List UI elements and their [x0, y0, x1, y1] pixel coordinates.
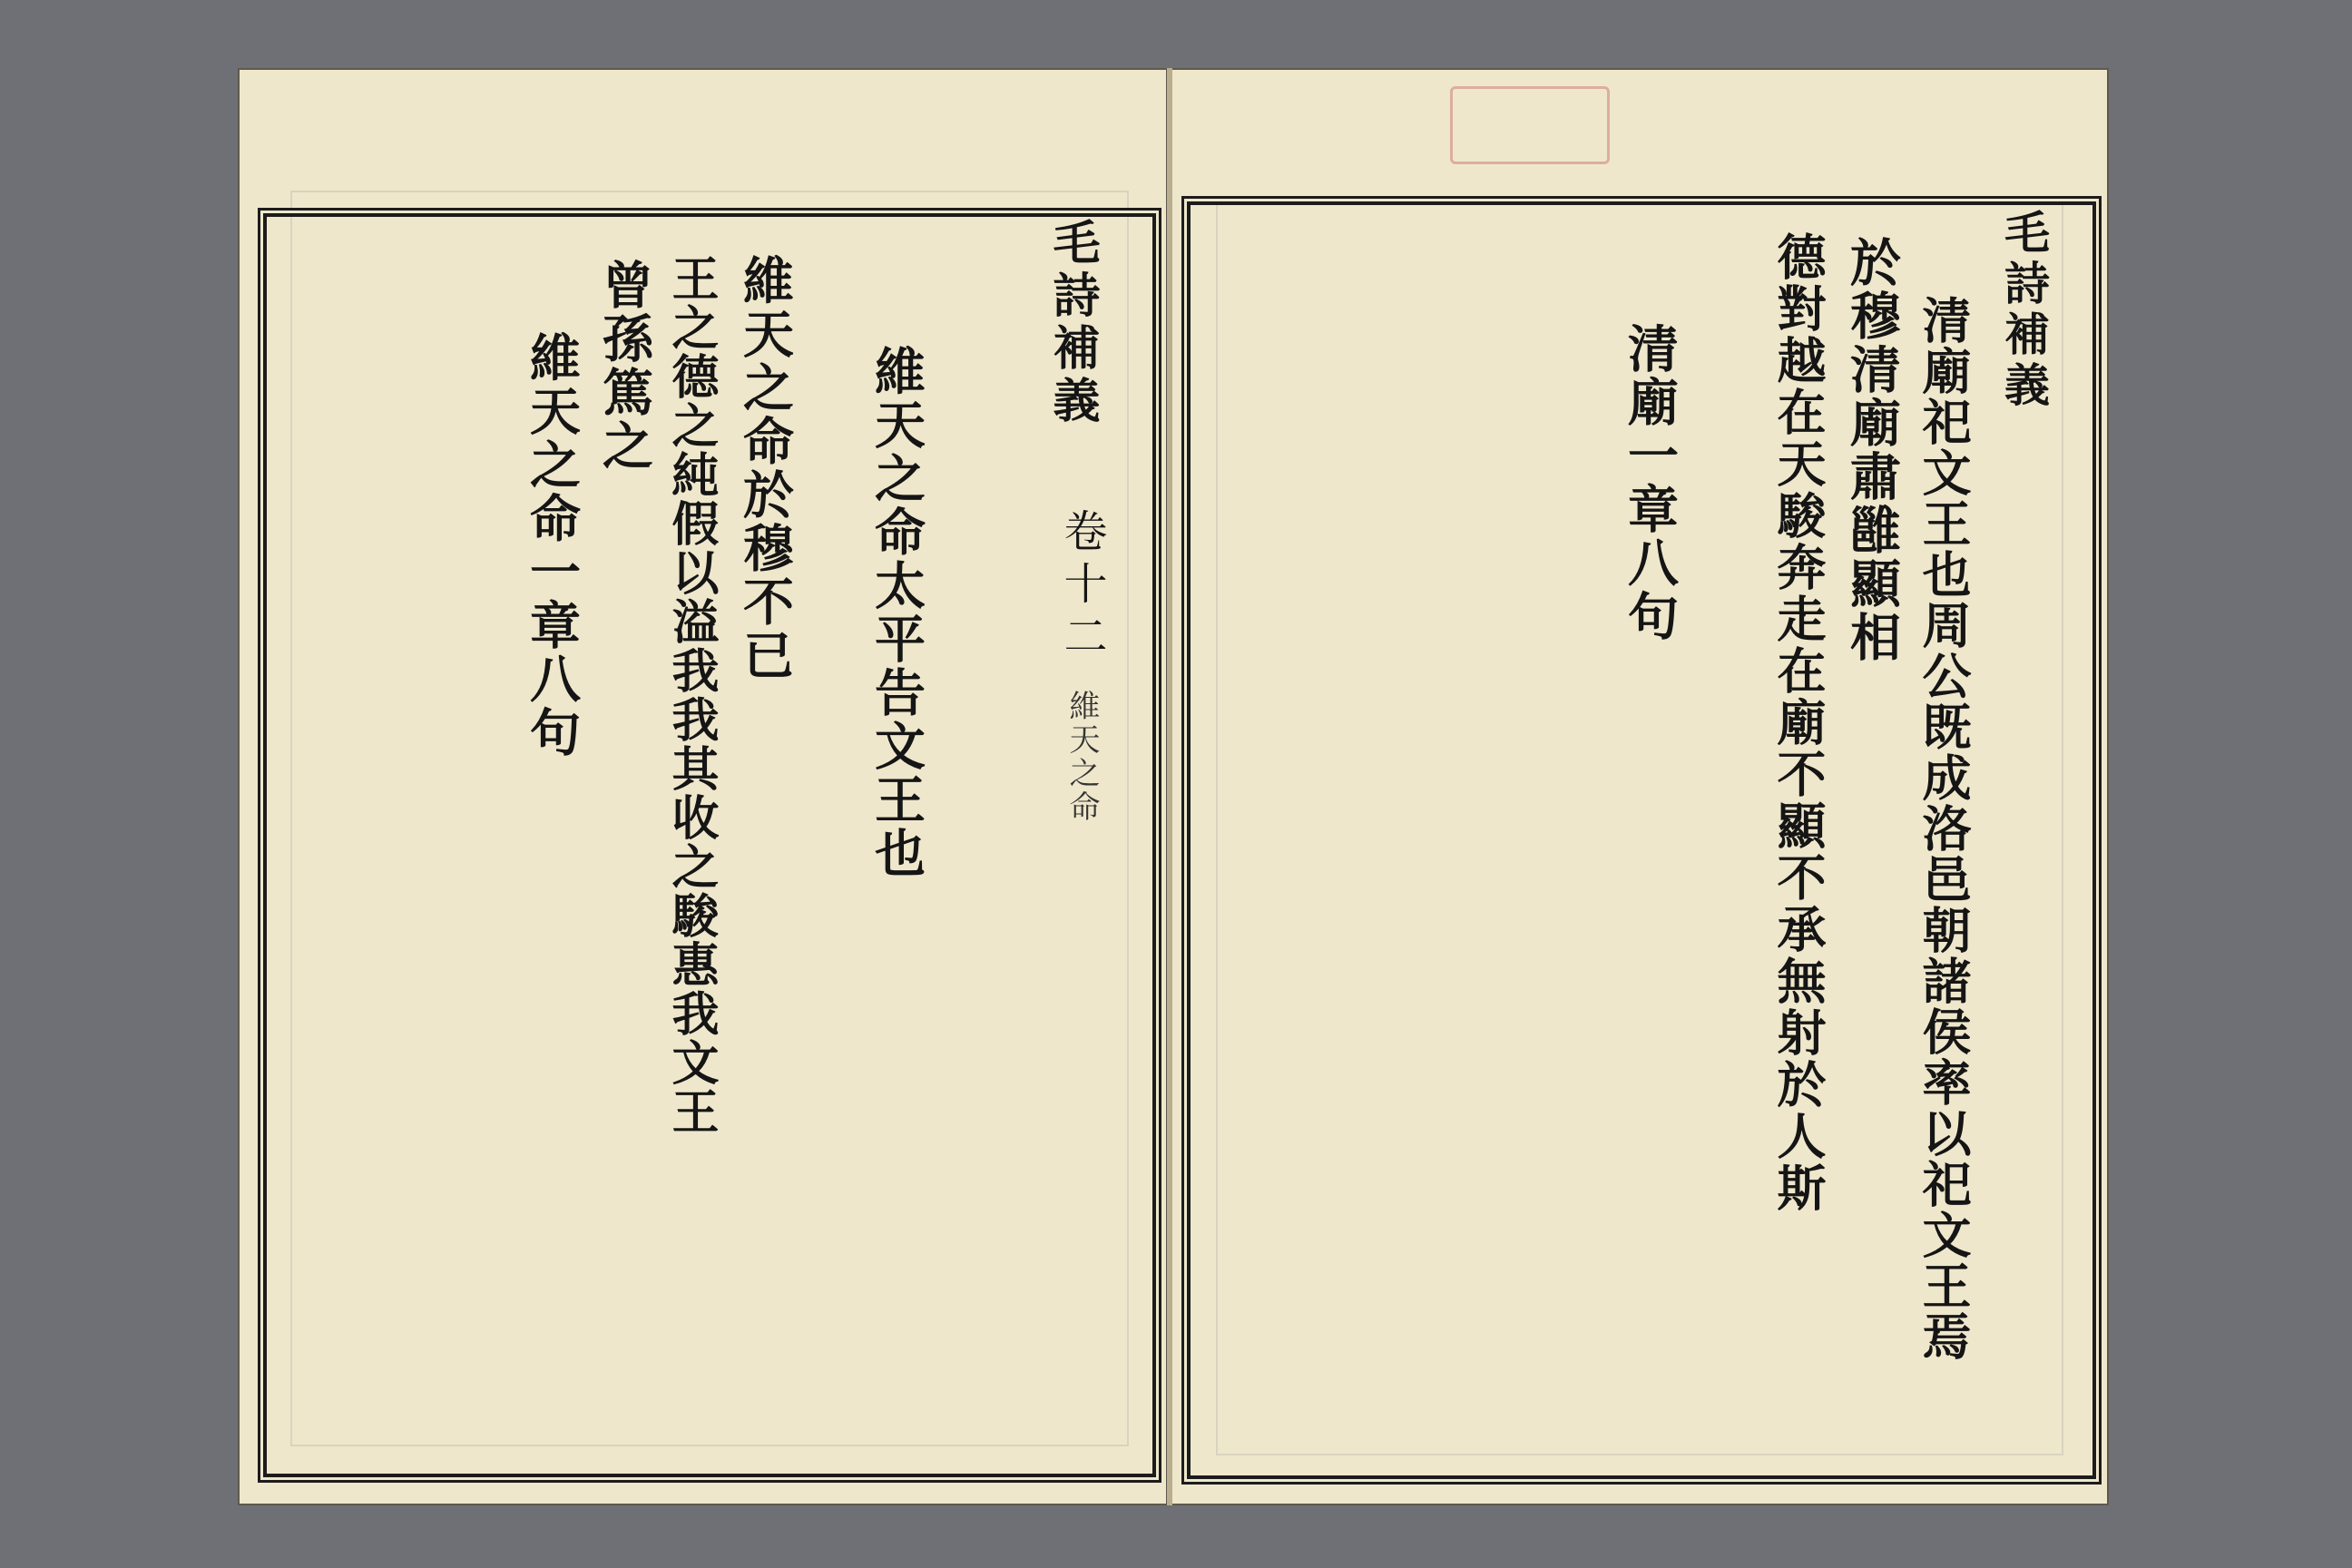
right-line-1: 清廟祀文王也周公既成洛邑朝諸侯率以祀文王焉 — [1915, 295, 1973, 1362]
right-line-2: 於穆清廟肅雝顯相 — [1842, 236, 1902, 664]
right-spine-title: 毛詩補義 — [1997, 209, 2051, 412]
left-heading-1: 維天之命太平告文王也 — [867, 345, 926, 880]
volume-label: 卷十二 — [1056, 508, 1107, 666]
left-quote-2: 王之德之純假以溢我我其收之駿惠我文王 — [663, 254, 719, 1136]
spine-title: 毛詩補義 — [1044, 218, 1100, 428]
left-quote-3: 曾孫篤之 — [594, 259, 654, 473]
right-line-3: 德對越在天駿奔走在廟不顯不承無射於人斯 — [1769, 231, 1828, 1214]
left-quote-1: 維天之命於穆不已 — [735, 254, 795, 682]
right-heading: 清廟一章八句 — [1620, 322, 1680, 643]
left-heading-2: 維天之命一章八句 — [522, 331, 582, 760]
section-label: 維天之命 — [1063, 690, 1100, 824]
book-gutter — [1167, 68, 1172, 1505]
library-stamp — [1450, 86, 1610, 164]
